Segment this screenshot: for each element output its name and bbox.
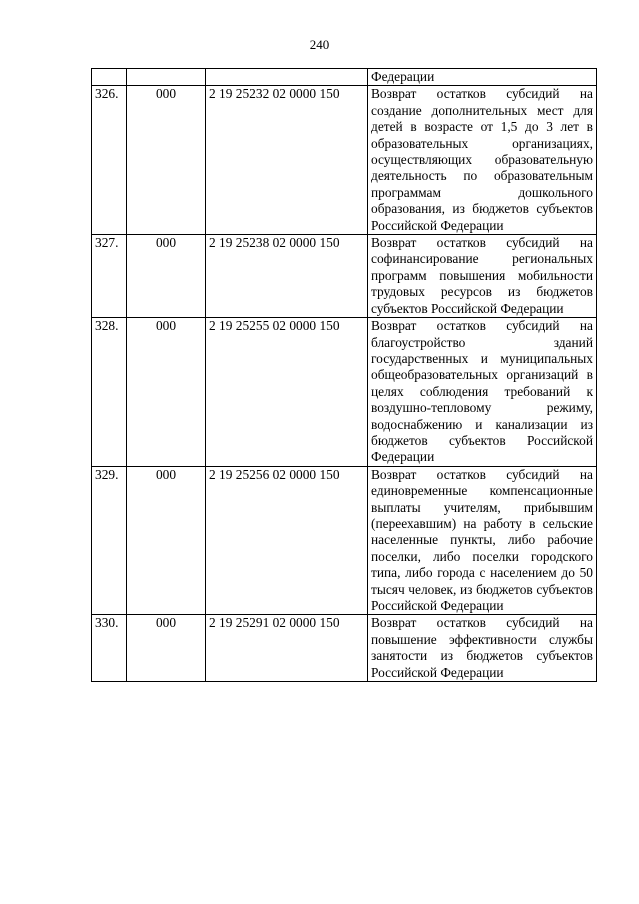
cell-empty xyxy=(206,69,368,86)
budget-classification-code: 2 19 25291 02 0000 150 xyxy=(206,615,368,682)
admin-code: 000 xyxy=(127,615,206,682)
row-number: 326. xyxy=(92,86,127,235)
income-description: Возврат остатков субсидий на благоустройство зданий государственных и муниципальных общеобразовательных организаций в целях соблюдения требований к воздушно-тепловому режиму, водоснабжению и канализации из бюджетов субъектов Российской Федерации xyxy=(368,318,597,467)
page-number: 240 xyxy=(309,37,330,52)
table-row xyxy=(92,466,597,615)
budget-codes-table xyxy=(91,68,597,682)
table-row xyxy=(92,235,597,318)
cell-empty xyxy=(127,69,206,86)
income-description: Возврат остатков субсидий на повышение эффективности службы занятости из бюджетов субъектов Российской Федерации xyxy=(368,615,597,682)
budget-classification-code: 2 19 25256 02 0000 150 xyxy=(206,466,368,615)
cell-empty xyxy=(92,69,127,86)
table-row xyxy=(92,615,597,682)
income-description: Возврат остатков субсидий на единовременные компенсационные выплаты учителям, прибывшим (переехавшим) на работу в сельские населенные пункты, либо рабочие поселки, либо поселки городского типа, либо города с населением до 50 тысяч человек, из бюджетов субъектов Российской Федерации xyxy=(368,466,597,615)
budget-classification-code: 2 19 25238 02 0000 150 xyxy=(206,235,368,318)
row-number: 329. xyxy=(92,466,127,615)
table-row xyxy=(92,86,597,235)
income-description: Возврат остатков субсидий на софинансирование региональных программ повышения мобильности трудовых ресурсов из бюджетов субъектов Российской Федерации xyxy=(368,235,597,318)
admin-code: 000 xyxy=(127,466,206,615)
admin-code: 000 xyxy=(127,86,206,235)
table-row-continuation xyxy=(92,69,597,86)
continuation-description: Федерации xyxy=(368,69,597,86)
budget-classification-code: 2 19 25255 02 0000 150 xyxy=(206,318,368,467)
table-row xyxy=(92,318,597,467)
income-description: Возврат остатков субсидий на создание дополнительных мест для детей в возрасте от 1,5 до 3 лет в образовательных организациях, осуществляющих образовательную деятельность по образовательным программам дошкольного образования, из бюджетов субъектов Российской Федерации xyxy=(368,86,597,235)
row-number: 330. xyxy=(92,615,127,682)
admin-code: 000 xyxy=(127,235,206,318)
admin-code: 000 xyxy=(127,318,206,467)
budget-classification-code: 2 19 25232 02 0000 150 xyxy=(206,86,368,235)
row-number: 327. xyxy=(92,235,127,318)
row-number: 328. xyxy=(92,318,127,467)
